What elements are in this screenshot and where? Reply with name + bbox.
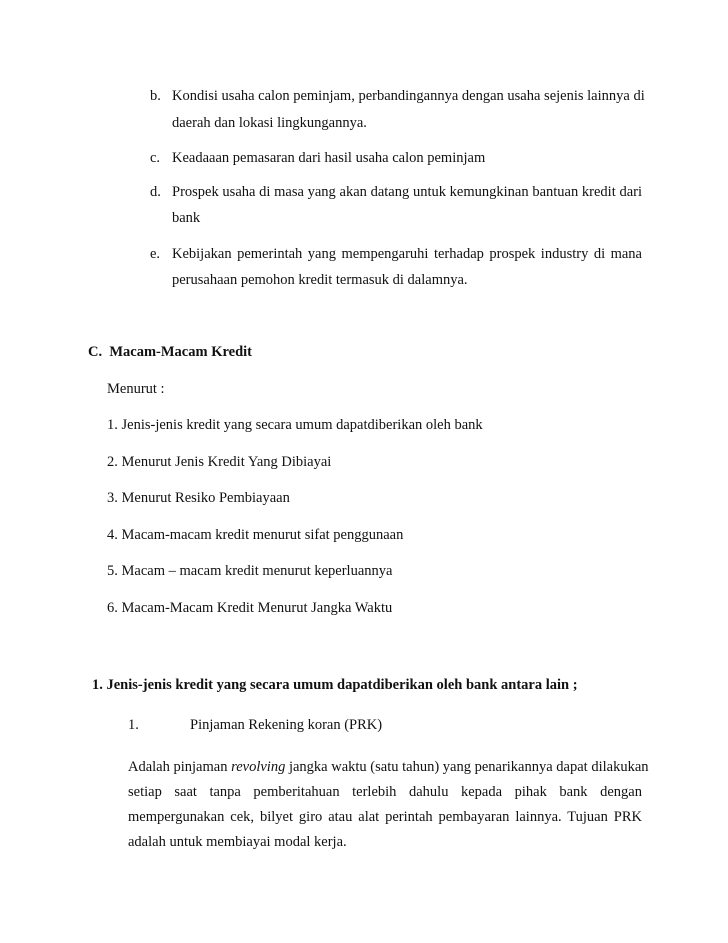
list-item-b-line2: daerah dan lokasi lingkungannya. <box>172 115 367 131</box>
section-c-item-2: 2. Menurut Jenis Kredit Yang Dibiayai <box>107 454 332 470</box>
paragraph-line-1-em: revolving <box>231 759 286 775</box>
list-marker-d: d. <box>150 184 161 200</box>
list-item-e-line2: perusahaan pemohon kredit termasuk di dalamnya. <box>172 272 468 288</box>
paragraph-line-1 <box>128 758 649 776</box>
list-item-b-line1: Kondisi usaha calon peminjam, perbandingannya dengan usaha sejenis lainnya di <box>172 88 645 104</box>
paragraph-line-4: adalah untuk membiayai modal kerja. <box>128 834 347 850</box>
section-c-item-5: 5. Macam – macam kredit menurut keperluannya <box>107 563 393 579</box>
subsection-1-heading: 1. Jenis-jenis kredit yang secara umum dapatdiberikan oleh bank antara lain ; <box>92 677 578 693</box>
paragraph-line-2: setiap saat tanpa pemberitahuan terlebih dahulu kepada pihak bank dengan <box>128 784 642 800</box>
list-item-d-line2: bank <box>172 210 201 226</box>
list-marker-e: e. <box>150 246 161 262</box>
section-c-intro: Menurut : <box>107 381 165 397</box>
list-item-e-line1: Kebijakan pemerintah yang mempengaruhi terhadap prospek industry di mana <box>172 246 642 262</box>
section-c-item-1: 1. Jenis-jenis kredit yang secara umum dapatdiberikan oleh bank <box>107 417 483 433</box>
paragraph-line-1-pre: Adalah pinjaman <box>128 759 232 775</box>
paragraph-line-1-post: jangka waktu (satu tahun) yang penarikannya dapat dilakukan <box>285 759 649 775</box>
list-marker-b: b. <box>150 88 161 104</box>
paragraph-line-3: mempergunakan cek, bilyet giro atau alat perintah pembayaran lainnya. Tujuan PRK <box>128 809 642 825</box>
section-c-item-4: 4. Macam-macam kredit menurut sifat penggunaan <box>107 527 404 543</box>
list-item-d-line1: Prospek usaha di masa yang akan datang untuk kemungkinan bantuan kredit dari <box>172 184 642 200</box>
section-c-heading: C. Macam-Macam Kredit <box>88 344 253 360</box>
subsection-1-item-title: Pinjaman Rekening koran (PRK) <box>190 717 383 733</box>
list-marker-c: c. <box>150 150 161 166</box>
list-item-c-line1: Keadaaan pemasaran dari hasil usaha calon peminjam <box>172 150 486 166</box>
section-c-item-3: 3. Menurut Resiko Pembiayaan <box>107 490 290 506</box>
section-c-item-6: 6. Macam-Macam Kredit Menurut Jangka Waktu <box>107 600 393 616</box>
subsection-1-item-number: 1. <box>128 717 139 733</box>
